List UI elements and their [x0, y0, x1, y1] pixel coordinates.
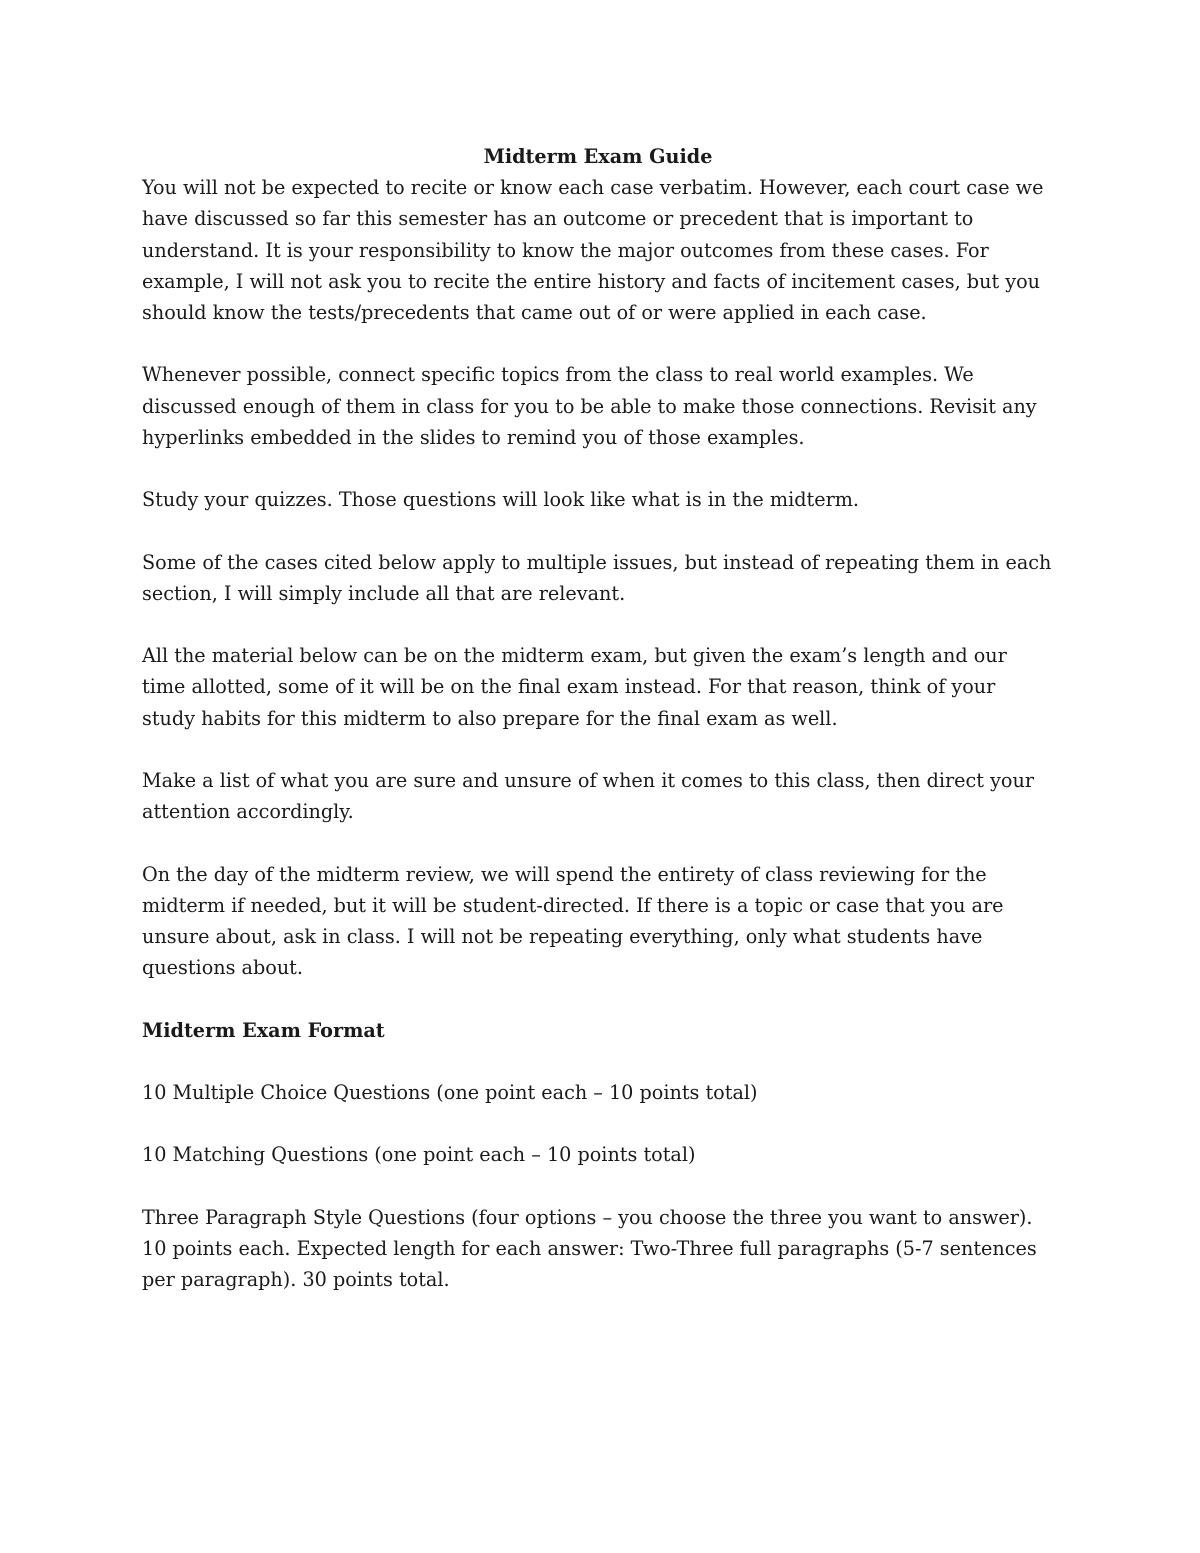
format-item-paragraph-style: Three Paragraph Style Questions (four options – you choose the three you want to answer). 10 points each. Expected length for each answer: Two-Three full paragraphs (5-7 sentences per paragraph). 30 points total.: [142, 1205, 1037, 1292]
paragraph-study-quizzes: Study your quizzes. Those questions will look like what is in the midterm.: [142, 488, 860, 512]
paragraph-review-day: On the day of the midterm review, we will spend the entirety of class reviewing for the midterm if needed, but it will be student-directed. If there is a topic or case that you are unsure about, ask in class. I will not be repeating everything, only what students have questions about.: [142, 862, 1004, 980]
paragraph-cases-cited: Some of the cases cited below apply to multiple issues, but instead of repeating them in each section, I will simply include all that are relevant.: [142, 550, 1052, 605]
document-body: [142, 141, 1054, 1327]
paragraph-case-outcomes: You will not be expected to recite or know each case verbatim. However, each court case we have discussed so far this semester has an outcome or precedent that is important to understand. It is your responsibility to know the major outcomes from these cases. For example, I will not ask you to recite the entire history and facts of incitement cases, but you should know the tests/precedents that came out of or were applied in each case.: [142, 176, 1044, 325]
paragraph-make-a-list: Make a list of what you are sure and unsure of when it comes to this class, then direct your attention accordingly.: [142, 768, 1035, 824]
paragraph-real-world-examples: Whenever possible, connect specific topics from the class to real world examples. We discussed enough of them in class for you to be able to make those connections. Revisit any hyperlinks embedded in the slides to remind you of those examples.: [142, 363, 1037, 449]
format-heading: Midterm Exam Format: [142, 1018, 385, 1042]
paragraph-material-scope: All the material below can be on the midterm exam, but given the exam’s length and our time allotted, some of it will be on the final exam instead. For that reason, think of your study habits for this midterm to also prepare for the final exam as well.: [142, 644, 1007, 730]
format-item-matching: 10 Matching Questions (one point each – 10 points total): [142, 1143, 696, 1167]
document-title: Midterm Exam Guide: [483, 145, 713, 168]
format-item-multiple-choice: 10 Multiple Choice Questions (one point each – 10 points total): [142, 1080, 758, 1104]
